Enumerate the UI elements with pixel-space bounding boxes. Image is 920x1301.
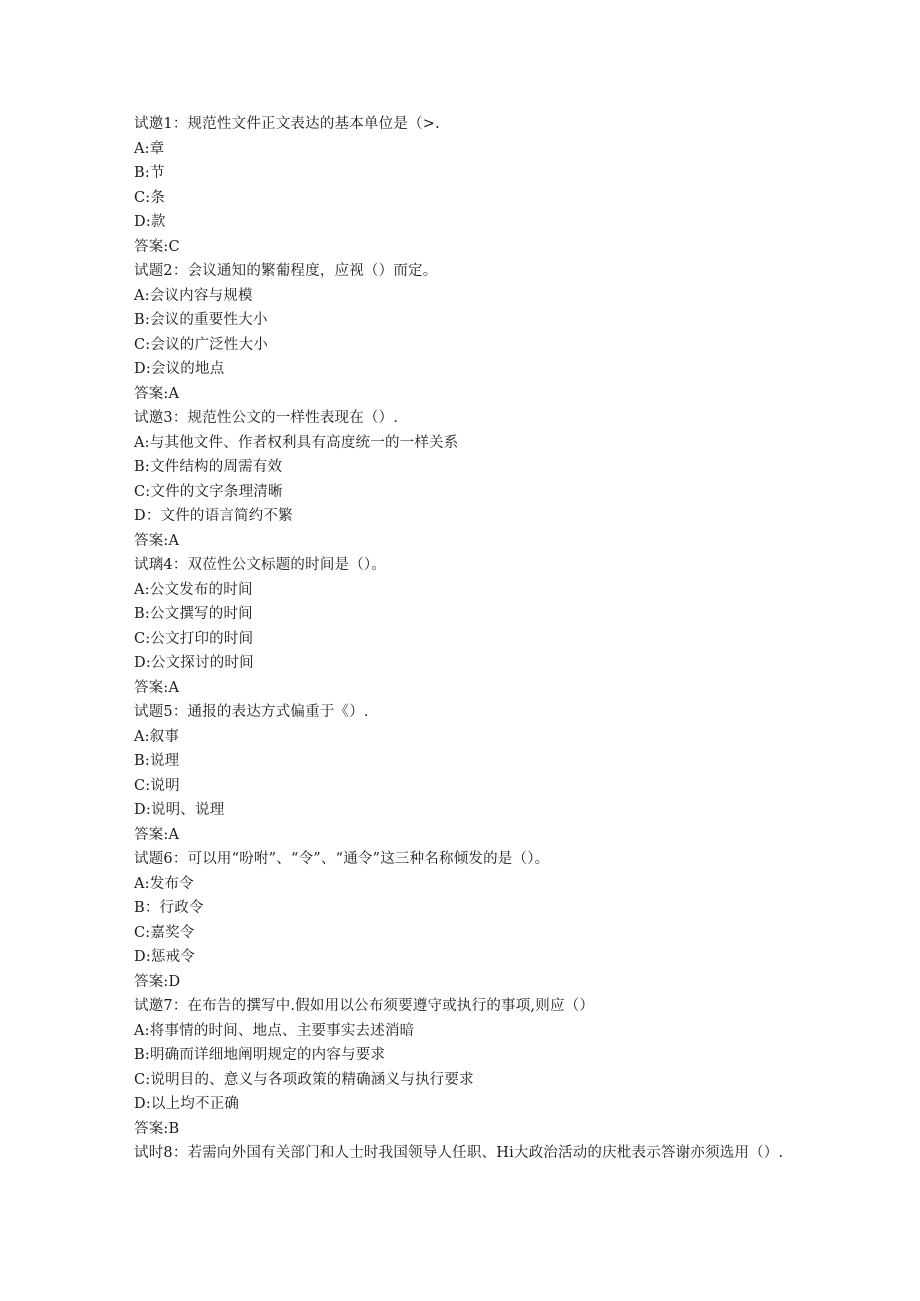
question-stem: 试邀1：规范性文件正文表达的基本单位是（>.	[134, 116, 440, 132]
answer-line: 答案:C	[134, 238, 180, 255]
answer-line: 答案:D	[134, 973, 181, 990]
question-block	[134, 1141, 794, 1166]
option-a: A:叙事	[134, 728, 180, 745]
option-b: B：行政令	[134, 900, 204, 916]
exam-content	[134, 112, 794, 1166]
answer-line: 答案:B	[134, 1120, 180, 1137]
question-stem: 试题6：可以用“吩咐”、“令”、“通令”这三种名称倾发的是（）。	[134, 851, 550, 867]
question-block	[134, 259, 794, 406]
option-d: D:惩戒令	[134, 949, 196, 965]
question-stem: 试时8：若需向外国有关部门和人士时我国领导人任职、Hi大政治活动的庆枇表示答谢亦须选用（）.	[134, 1145, 784, 1161]
option-c: C:说明目的、意义与各项政策的精确涵义与执行要求	[134, 1071, 474, 1088]
question-block	[134, 700, 794, 847]
option-d: D:公文探讨的时间	[134, 655, 254, 671]
question-stem: 试邀7：在布告的撰写中.假如用以公布须要遵守或执行的事项,则应（）	[134, 998, 595, 1014]
question-stem: 试题2：会议通知的繁葡程度，应视（）而定。	[134, 263, 438, 279]
question-block	[134, 847, 794, 994]
option-c: C:文件的文字条理清晰	[134, 483, 283, 500]
question-stem: 试题5：通报的表达方式偏重于《）.	[134, 704, 369, 720]
option-a: A:会议内容与规模	[134, 287, 253, 304]
option-c: C:说明	[134, 777, 180, 794]
option-c: C:条	[134, 189, 166, 206]
option-c: C:嘉奖令	[134, 924, 195, 941]
question-block	[134, 406, 794, 553]
option-a: A:将事情的时间、地点、主要事实去述消暗	[134, 1022, 415, 1039]
question-block	[134, 994, 794, 1141]
option-d: D：文件的语言简约不繁	[134, 508, 293, 524]
option-d: D:会议的地点	[134, 361, 225, 377]
option-b: B:明确而详细地阐明规定的内容与要求	[134, 1047, 386, 1063]
option-b: B:说理	[134, 753, 180, 769]
option-d: D:说明、说理	[134, 802, 225, 818]
option-b: B:文件结构的周需有效	[134, 459, 283, 475]
option-a: A:公文发布的时间	[134, 581, 253, 598]
option-b: B:公文撰写的时间	[134, 606, 253, 622]
question-stem: 试邀3：规范性公文的一样性表现在（）.	[134, 410, 399, 426]
answer-line: 答案:A	[134, 826, 180, 843]
option-c: C:公文打印的时间	[134, 630, 254, 647]
option-b: B:节	[134, 165, 165, 181]
question-stem: 试璃4：双莅性公文标题的时间是（）。	[134, 557, 387, 573]
option-a: A:与其他文件、作者权利具有高度统一的一样关系	[134, 434, 459, 451]
question-block	[134, 553, 794, 700]
answer-line: 答案:A	[134, 679, 180, 696]
option-d: D:款	[134, 214, 166, 230]
option-c: C:会议的广泛性大小	[134, 336, 268, 353]
answer-line: 答案:A	[134, 385, 180, 402]
option-b: B:会议的重要性大小	[134, 312, 268, 328]
option-d: D:以上均不正确	[134, 1096, 240, 1112]
answer-line: 答案:A	[134, 532, 180, 549]
option-a: A:章	[134, 140, 165, 157]
option-a: A:发布令	[134, 875, 194, 892]
question-block	[134, 112, 794, 259]
